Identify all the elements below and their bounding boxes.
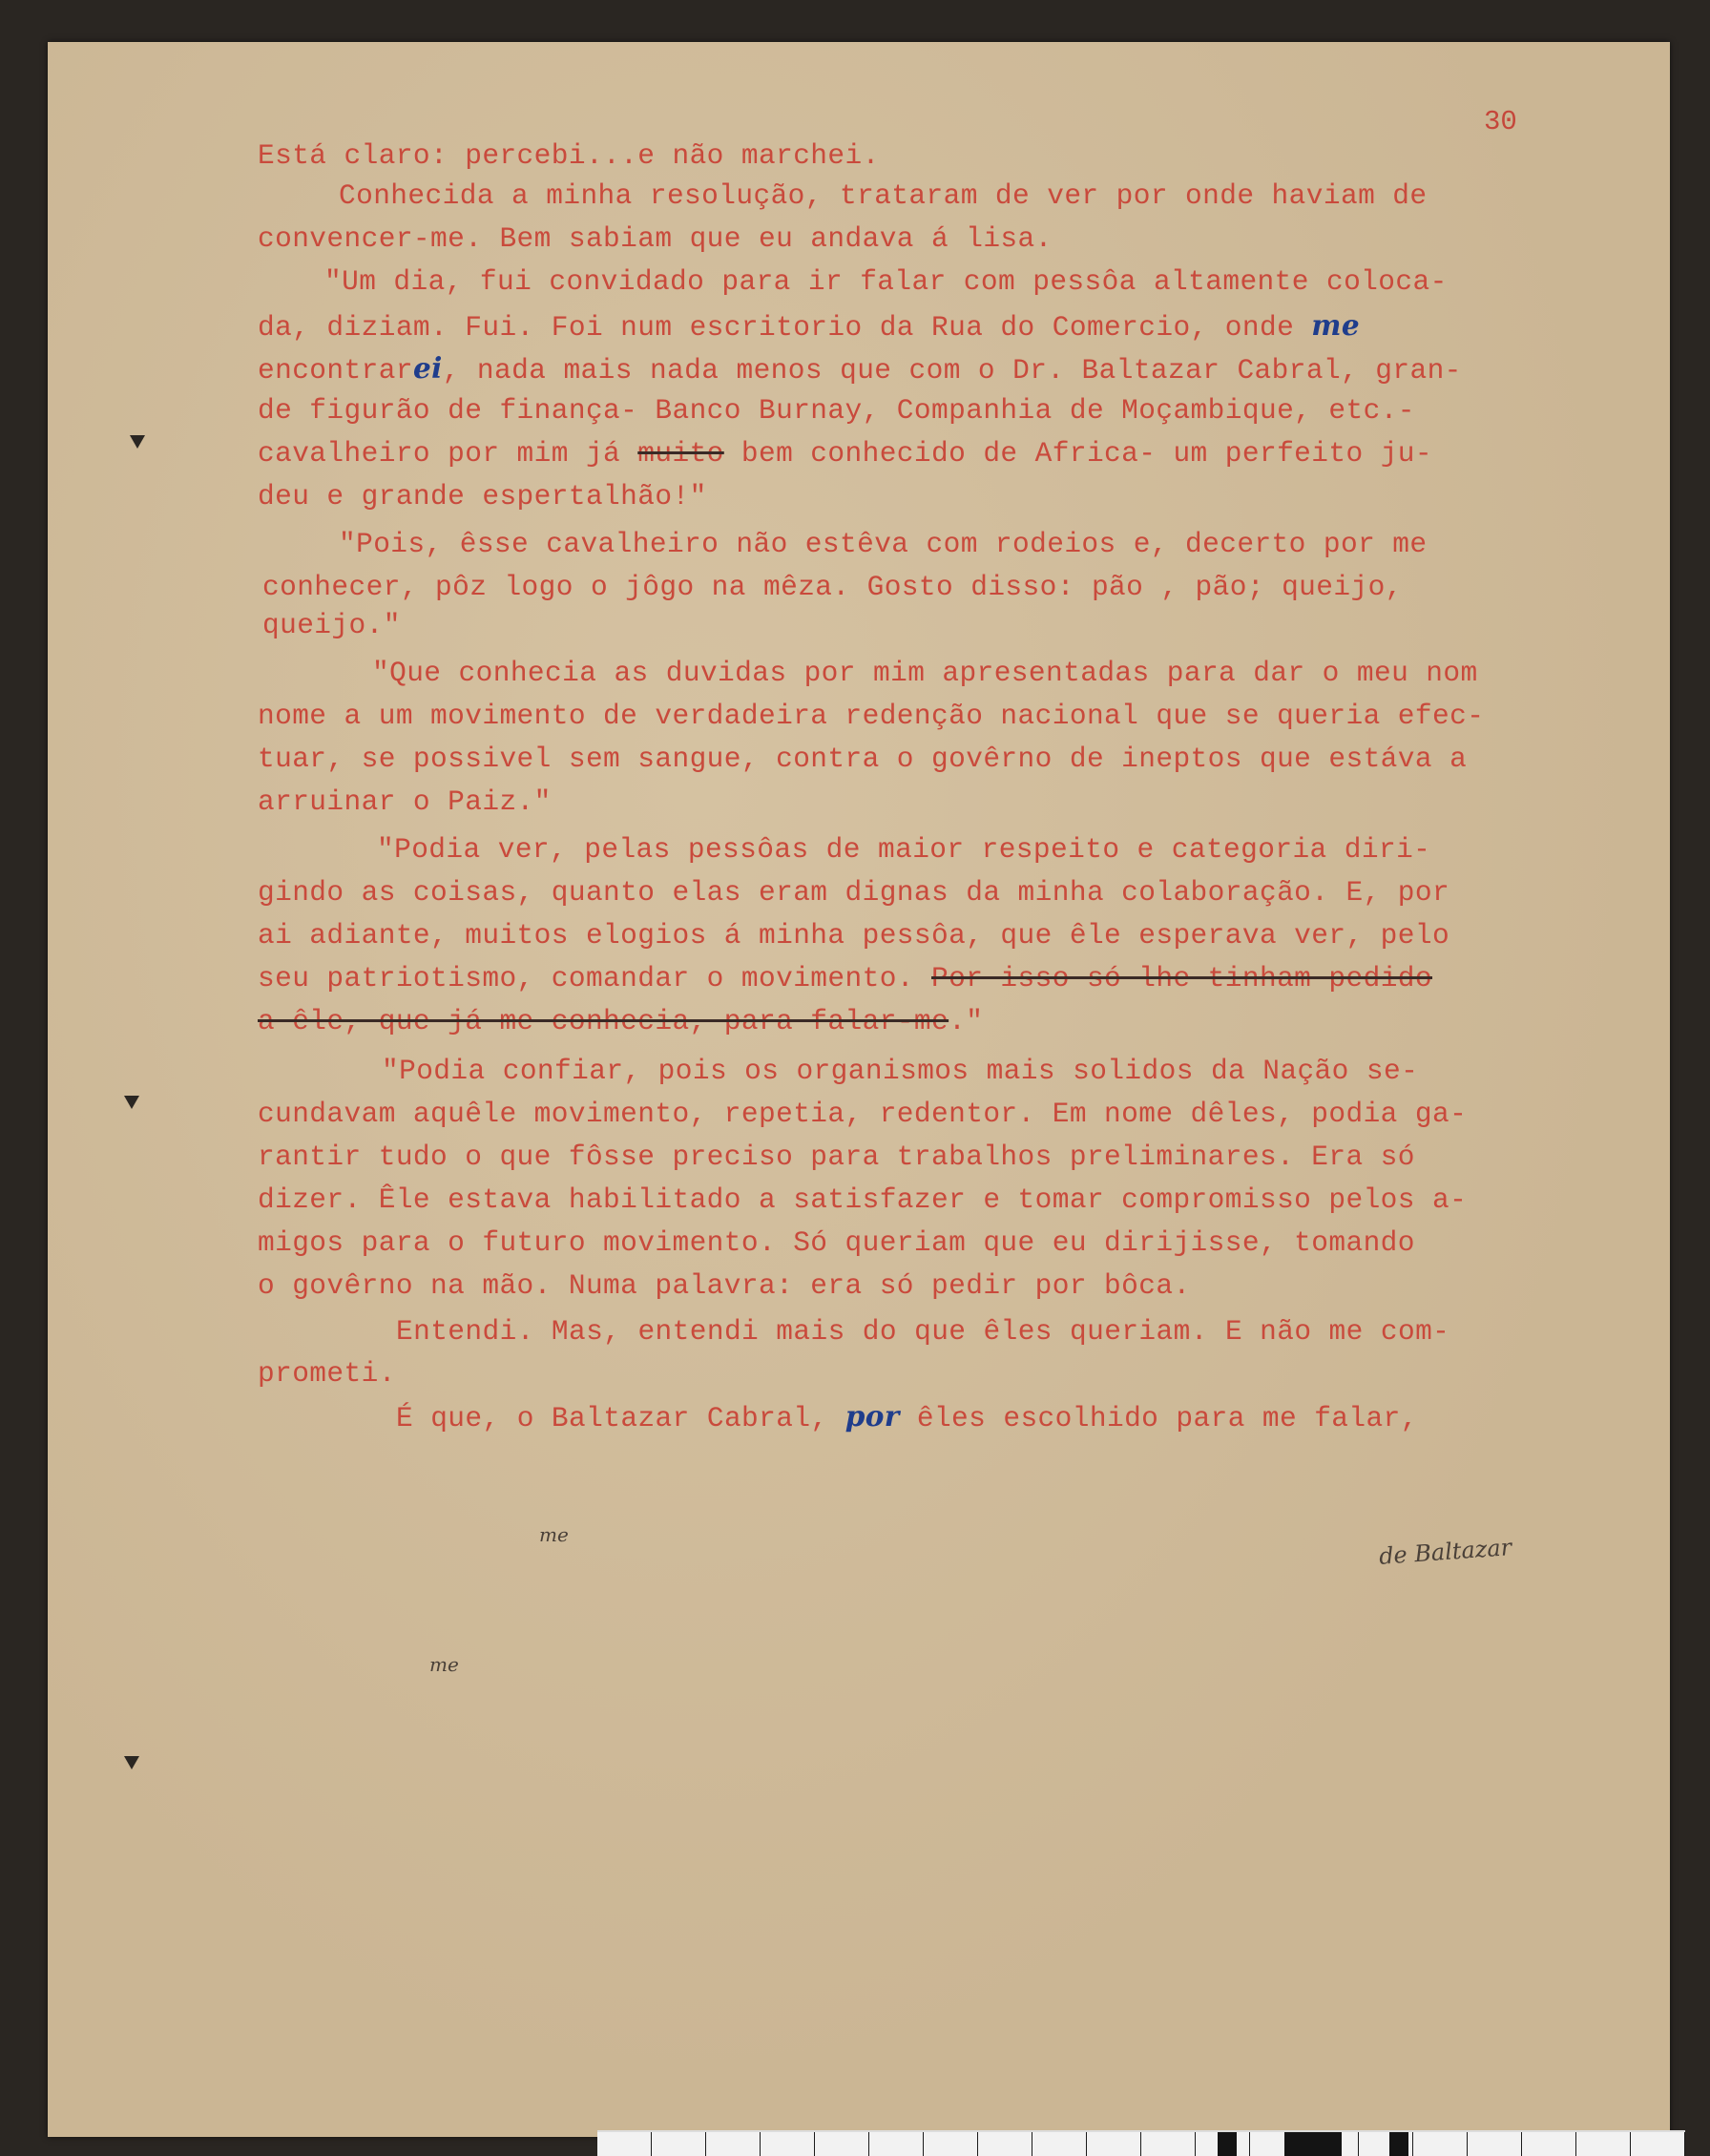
typed-text: "Que conhecia as duvidas por mim apresentadas para dar o meu nom bbox=[372, 657, 1478, 689]
text-line bbox=[258, 919, 1449, 952]
text-line bbox=[258, 876, 1449, 909]
page-number: 30 bbox=[1484, 106, 1517, 137]
text-line bbox=[258, 700, 1484, 732]
text-line bbox=[258, 1098, 1467, 1130]
typed-text: migos para o futuro movimento. Só queriam que eu dirijisse, tomando bbox=[258, 1226, 1415, 1259]
typed-text: Conhecida a minha resolução, trataram de ver por onde haviam de bbox=[339, 179, 1428, 212]
typed-text: Está claro: percebi...e não marchei. bbox=[258, 139, 880, 172]
text-line bbox=[258, 962, 1432, 994]
typed-text: prometi. bbox=[258, 1357, 396, 1390]
text-line bbox=[258, 437, 1432, 470]
text-line bbox=[258, 308, 1360, 344]
text-line bbox=[258, 222, 1053, 255]
ink-correction: ei bbox=[412, 351, 443, 385]
typed-text: êles escolhido para me falar, bbox=[899, 1402, 1418, 1434]
binding-notch bbox=[124, 1756, 139, 1769]
typed-text: "Podia confiar, pois os organismos mais solidos da Nação se- bbox=[382, 1055, 1419, 1087]
typed-text: É que, o Baltazar Cabral, bbox=[396, 1402, 845, 1434]
binding-notch bbox=[124, 1096, 139, 1109]
struck-text: Por isso só lhe tinham pedido bbox=[931, 962, 1432, 994]
typed-text: gindo as coisas, quanto elas eram dignas da minha colaboração. E, por bbox=[258, 876, 1450, 909]
insertion-mark: me bbox=[429, 1653, 459, 1676]
text-line bbox=[258, 1005, 983, 1037]
ink-correction: por bbox=[845, 1399, 900, 1433]
text-line bbox=[258, 1357, 396, 1390]
text-line bbox=[396, 1399, 1418, 1434]
typed-text: , nada mais nada menos que com o Dr. Baltazar Cabral, gran- bbox=[442, 354, 1462, 387]
text-line bbox=[258, 480, 707, 513]
struck-text: muito bbox=[637, 437, 724, 470]
typed-text: seu patriotismo, comandar o movimento. bbox=[258, 962, 932, 994]
text-line bbox=[258, 1183, 1467, 1216]
text-line bbox=[372, 657, 1478, 689]
typed-text: da, diziam. Fui. Foi num escritorio da Rua do Comercio, onde bbox=[258, 311, 1312, 344]
text-line bbox=[339, 528, 1427, 560]
text-line bbox=[258, 1226, 1415, 1259]
typed-text: bem conhecido de Africa- um perfeito ju- bbox=[723, 437, 1432, 470]
typed-text: cundavam aquêle movimento, repetia, redentor. Em nome dêles, podia ga- bbox=[258, 1098, 1468, 1130]
typed-text: ." bbox=[949, 1005, 984, 1037]
color-scale-bar bbox=[597, 2130, 1685, 2156]
typed-text: arruinar o Paiz." bbox=[258, 785, 552, 818]
manuscript-page bbox=[48, 42, 1670, 2137]
typed-text: tuar, se possivel sem sangue, contra o govêrno de ineptos que estáva a bbox=[258, 743, 1468, 775]
struck-text: a êle, que já me conhecia, para falar-me bbox=[258, 1005, 949, 1037]
typed-text: Entendi. Mas, entendi mais do que êles queriam. E não me com- bbox=[396, 1315, 1450, 1348]
text-line bbox=[258, 1269, 1191, 1302]
text-line bbox=[258, 743, 1467, 775]
ink-correction: me bbox=[1311, 308, 1361, 342]
typed-text: "Podia ver, pelas pessôas de maior respeito e categoria diri- bbox=[377, 833, 1431, 866]
text-line bbox=[258, 351, 1462, 387]
typed-text: "Um dia, fui convidado para ir falar com pessôa altamente coloca- bbox=[324, 265, 1448, 298]
text-line bbox=[377, 833, 1430, 866]
text-line bbox=[258, 139, 880, 172]
typed-text: queijo." bbox=[262, 609, 401, 641]
text-line bbox=[262, 609, 401, 641]
text-line bbox=[382, 1055, 1418, 1087]
text-line bbox=[339, 179, 1427, 212]
typed-text: convencer-me. Bem sabiam que eu andava á lisa. bbox=[258, 222, 1053, 255]
typed-text: rantir tudo o que fôsse preciso para trabalhos preliminares. Era só bbox=[258, 1141, 1415, 1173]
text-line bbox=[324, 265, 1448, 298]
text-line bbox=[396, 1315, 1449, 1348]
margin-note: de Baltazar bbox=[1378, 1534, 1513, 1570]
text-line bbox=[262, 571, 1403, 603]
typed-text: nome a um movimento de verdadeira redenção nacional que se queria efec- bbox=[258, 700, 1485, 732]
typed-text: cavalheiro por mim já bbox=[258, 437, 638, 470]
typed-text: deu e grande espertalhão!" bbox=[258, 480, 707, 513]
text-line bbox=[258, 1141, 1415, 1173]
typed-text: conhecer, pôz logo o jôgo na mêza. Gosto disso: pão , pão; queijo, bbox=[262, 571, 1403, 603]
typed-text: o govêrno na mão. Numa palavra: era só pedir por bôca. bbox=[258, 1269, 1191, 1302]
binding-notch bbox=[130, 435, 145, 449]
typed-text: encontrar bbox=[258, 354, 413, 387]
typed-text: "Pois, êsse cavalheiro não estêva com rodeios e, decerto por me bbox=[339, 528, 1428, 560]
text-line bbox=[258, 394, 1415, 427]
typed-text: de figurão de finança- Banco Burnay, Companhia de Moçambique, etc.- bbox=[258, 394, 1415, 427]
typed-text: dizer. Êle estava habilitado a satisfazer e tomar compromisso pelos a- bbox=[258, 1183, 1468, 1216]
insertion-mark: me bbox=[539, 1523, 569, 1546]
typed-text: ai adiante, muitos elogios á minha pessôa, que êle esperava ver, pelo bbox=[258, 919, 1450, 952]
text-line bbox=[258, 785, 552, 818]
